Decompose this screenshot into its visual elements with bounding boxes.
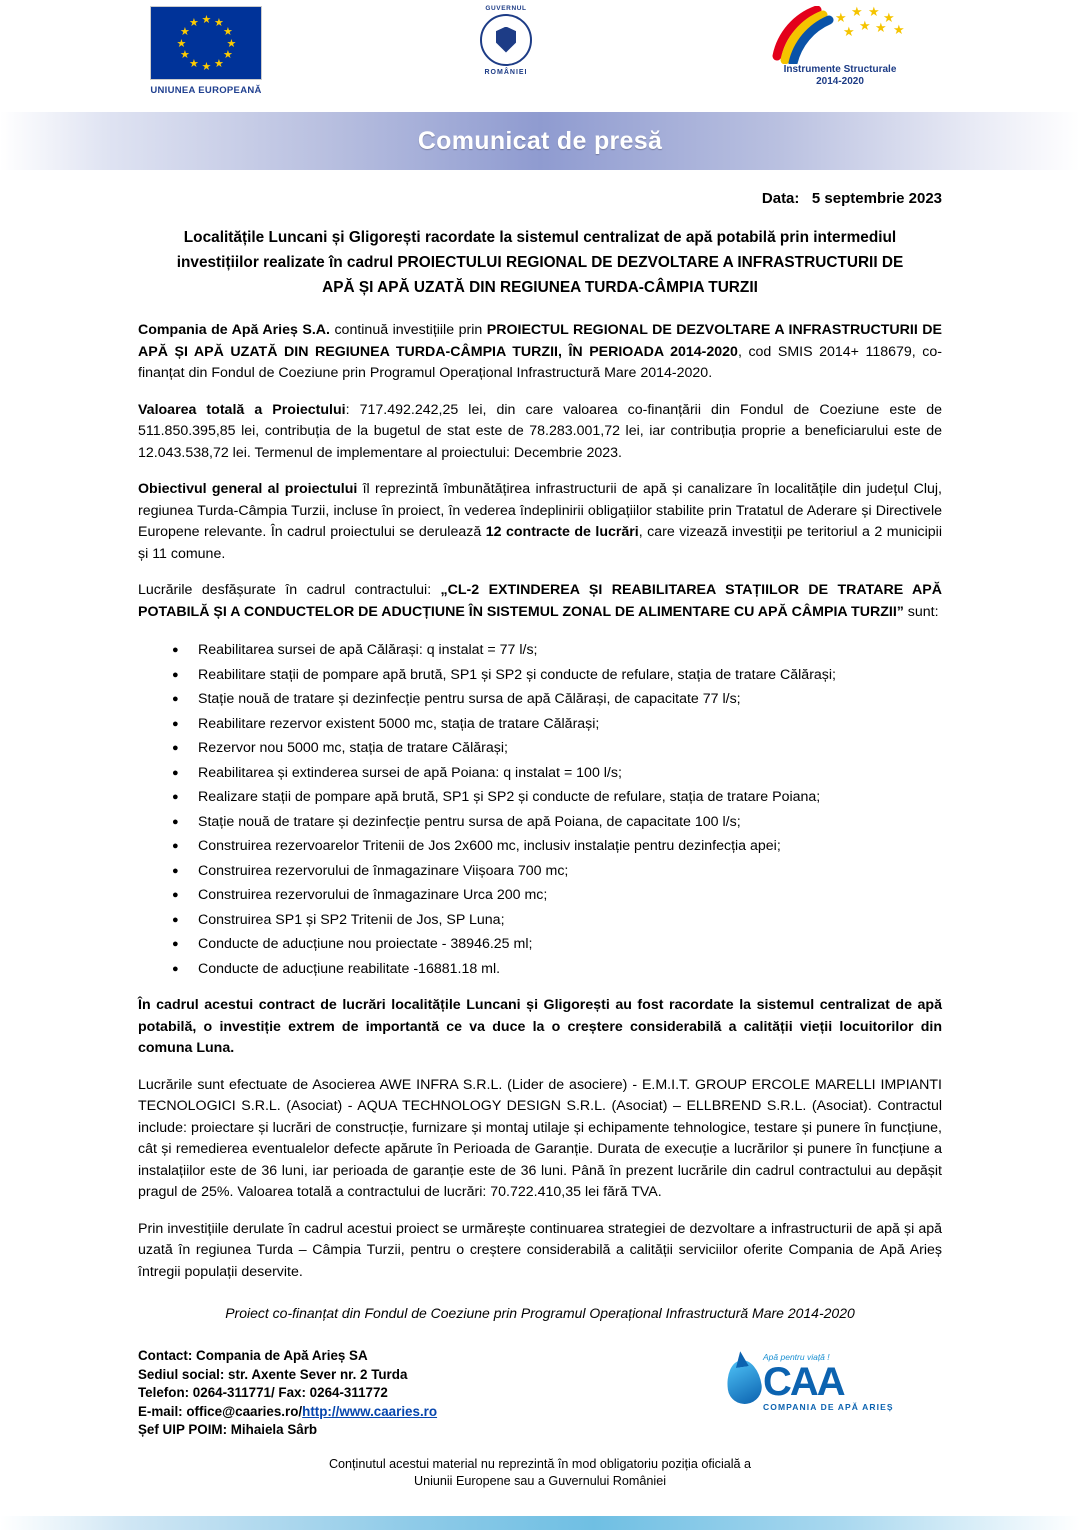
svg-text:★: ★ [851,6,863,20]
svg-text:★: ★ [875,21,887,36]
structural-instruments-logo-block [750,6,930,88]
list-item: ● Reabilitare rezervor existent 5000 mc, stația de tratare Călărași; [196,712,942,737]
paragraph-highlight: În cadrul acestui contract de lucrări localitățile Luncani și Gligorești au fost racordate la sistemul centralizat de apă potabilă, o investiție extrem de importantă ce va duce la o creștere considerabilă a calității vieții locuitorilor din comuna Luna. [138,997,942,1056]
footer-gradient-bar [0,1516,1080,1530]
svg-text:★: ★ [843,25,855,40]
footer-disclaimer-line2: Uniunii Europene sau a Guvernului României [413,1473,667,1488]
government-logo-block [460,6,552,84]
structural-instruments-caption: Instrumente Structurale [783,64,897,75]
cofinance-note: Proiect co-finanțat din Fondul de Coeziune prin Programul Operațional Infrastructură Mare 2014-2020 [225,1305,855,1321]
objective-label: Obiectivul general al proiectului [138,481,358,497]
paragraph-objective [138,479,942,565]
company-name: Compania de Apă Arieș S.A. [138,322,330,338]
eu-logo-caption: UNIUNEA EUROPEANĂ [150,85,262,96]
contact-section [138,1347,942,1440]
works-list [138,638,942,981]
contact-address: Sediul social: str. Axente Sever nr. 2 Turda [138,1366,408,1382]
list-item: ● Construirea rezervorului de înmagazinare Viișoara 700 mc; [196,859,942,884]
caa-logo [727,1347,942,1417]
contact-website-link[interactable]: http://www.caaries.ro [302,1403,438,1419]
objective-text2: , care vizează investiții pe teritoriul a 2 municipii și 11 comune. [138,524,942,562]
contract-intro-text2: sunt: [903,603,939,620]
paragraph-contractors: Lucrările sunt efectuate de Asocierea AWE INFRA S.R.L. (Lider de asociere) - E.M.I.T. GROUP ERCOLE MARELLI IMPIANTI TECNOLOGICI S.R.L. (Asociat) - AQUA TECHNOLOGY DESIGN S.R.L. (Asociat) – ELLBREND S.R.L. (Asociat). Contractul include: proiectare și lucrări de construcție, furnizare și montaj utilaje și echipamente tehnologice, testare și punere în funcțiune, cât și remedierea eventualelor defecte apărute în Perioada de Garanție. Durata de execuție a lucrărilor și punere în funcțiune a instalațiilor este de 36 luni, iar perioada de garanție este de 36 luni. Până în prezent lucrările din cadrul contractului au depășit pragul de 25%. Valoarea totală a contractului de lucrări: 70.722.410,35 lei fără TVA. [138,1076,942,1200]
list-item: ● Rezervor nou 5000 mc, stația de tratare Călărași; [196,736,942,761]
list-item: ● Construirea SP1 și SP2 Tritenii de Jos, SP Luna; [196,908,942,933]
list-item: ● Reabilitarea sursei de apă Călărași: q instalat = 77 l/s; [196,638,942,663]
svg-text:★: ★ [868,6,880,20]
paragraph-contract-intro [138,580,942,623]
date-value: 5 septembrie 2023 [811,190,942,207]
list-item: ● Stație nouă de tratare și dezinfecție pentru sursa de apă Călărași, de capacitate 77 l/s; [196,687,942,712]
list-item: ● Conducte de aducțiune nou proiectate - 38946.25 ml; [196,932,942,957]
contact-phone: Telefon: 0264-311771/ Fax: 0264-311772 [138,1385,388,1400]
document-content [0,190,1080,1490]
list-item: ● Reabilitare stații de pompare apă brută, SP1 și SP2 și conducte de refulare, stația de tratare Călărași; [196,663,942,688]
date-label: Data: [761,190,800,207]
page-title: Localitățile Luncani și Gligorești racordate la sistemul centralizat de apă potabilă prin intermediul investițiilor realizate în cadrul PROIECTULUI REGIONAL DE DEZVOLTARE A INFRASTRUCTURII DE APĂ ȘI APĂ UZATĂ DIN REGIUNEA TURDA-CÂMPIA TURZII [176,229,904,296]
total-value-label: Valoarea totală a Proiectului [138,401,346,418]
caa-subtitle: COMPANIA DE APĂ ARIEȘ [763,1402,894,1412]
government-bottom-label: ROMÂNIEI [484,68,528,76]
project-name: PROIECTUL REGIONAL DE DEZVOLTARE A INFRASTRUCTURII DE APĂ ȘI APĂ UZATĂ DIN REGIUNEA TURDA-CÂMPIA TURZII, ÎN PERIOADA 2014-2020 [138,322,942,360]
eu-flag-icon: ★ ★ ★ ★ ★ ★ ★ ★ ★ ★ ★ ★ [150,6,262,80]
list-item: ● Realizare stații de pompare apă brută, SP1 și SP2 și conducte de refulare, stația de tratare Poiana; [196,785,942,810]
contact-email-label: E-mail: office@caaries.ro/ [138,1403,303,1419]
paragraph-intro [138,320,942,385]
paragraph-value [138,400,942,465]
date-line [138,190,942,207]
paragraph-intro-text2: , cod SMIS 2014+ 118679, co-finanțat din Fondul de Coeziune prin Programul Operațional Infrastructură Mare 2014-2020. [138,343,942,381]
structural-instruments-icon [765,6,915,64]
contact-responsible: Șef UIP POIM: Mihaiela Sârb [138,1422,318,1437]
paragraph-intro-text1: continuă investițiile prin [329,322,487,338]
footer-disclaimer-line1: Conținutul acestui material nu reprezintă în mod obligatoriu poziția oficială a [328,1456,752,1471]
list-item: ● Construirea rezervorului de înmagazinare Urca 200 mc; [196,883,942,908]
objective-text1: îl reprezintă îmbunătățirea infrastructurii de apă și canalizare în localitățile din județul Cluj, regiunea Turda-Câmpia Turzii, incluse în proiect, în vederea îndeplinirii obligațiilor stabilite prin Tratatul de Aderare și Directivele Europene relevante. În cadrul proiectului se derulează [138,481,942,540]
banner-title: Comunicat de presă [417,126,663,155]
government-top-label: GUVERNUL [485,4,527,12]
water-drop-icon [724,1358,764,1406]
contact-block [138,1347,437,1440]
caa-mark: CAA [763,1360,844,1404]
contact-company: Contact: Compania de Apă Arieș SA [138,1348,368,1363]
paragraph-closing: Prin investițiile derulate în cadrul acestui proiect se urmărește continuarea strategiei de dezvoltare a infrastructurii de apă și apă uzată în regiunea Turda – Câmpia Turzii, pentru o creștere considerabilă a calității serviciilor oferite Compania de Apă Arieș întregii populații deservite. [138,1220,942,1280]
list-item: ● Conducte de aducțiune reabilitate -16881.18 ml. [196,957,942,982]
svg-text:★: ★ [883,11,895,26]
logo-bar [0,0,1080,110]
total-value-text: : 717.492.242,25 lei, din care valoarea co-finanțării din Fondul de Coeziune este de 511.850.395,85 lei, contribuția de la bugetul de stat este de 78.283.001,72 lei, iar contribuția proprie a beneficiarului este de 12.043.538,72 lei. Termenul de implementare al proiectului: Decembrie 2023. [138,401,942,461]
government-seal-icon [460,6,552,84]
svg-text:★: ★ [835,11,847,26]
eu-logo-block [150,6,262,96]
footer-disclaimer [138,1456,942,1490]
contract-intro-text1: Lucrările desfășurate în cadrul contractului: [138,582,441,598]
svg-text:★: ★ [893,23,905,38]
contact-email-line [138,1403,437,1422]
document-banner [0,112,1080,170]
svg-text:★: ★ [859,19,871,34]
contract-title: „CL-2 EXTINDEREA ȘI REABILITAREA STAȚIILOR DE TRATARE APĂ POTABILĂ ȘI A CONDUCTELOR DE ADUCȚIUNE ÎN SISTEMUL ZONAL DE ALIMENTARE CU APĂ CÂMPIA TURZII” [138,582,942,620]
structural-instruments-years: 2014-2020 [816,76,864,87]
list-item: ● Reabilitarea și extinderea sursei de apă Poiana: q instalat = 100 l/s; [196,761,942,786]
caa-slogan: Apă pentru viață ! [763,1352,830,1362]
list-item: ● Construirea rezervoarelor Tritenii de Jos 2x600 mc, inclusiv instalație pentru dezinfecția apei; [196,834,942,859]
contracts-count: 12 contracte de lucrări [485,524,639,540]
list-item: ● Stație nouă de tratare și dezinfecție pentru sursa de apă Poiana, de capacitate 100 l/s; [196,810,942,835]
